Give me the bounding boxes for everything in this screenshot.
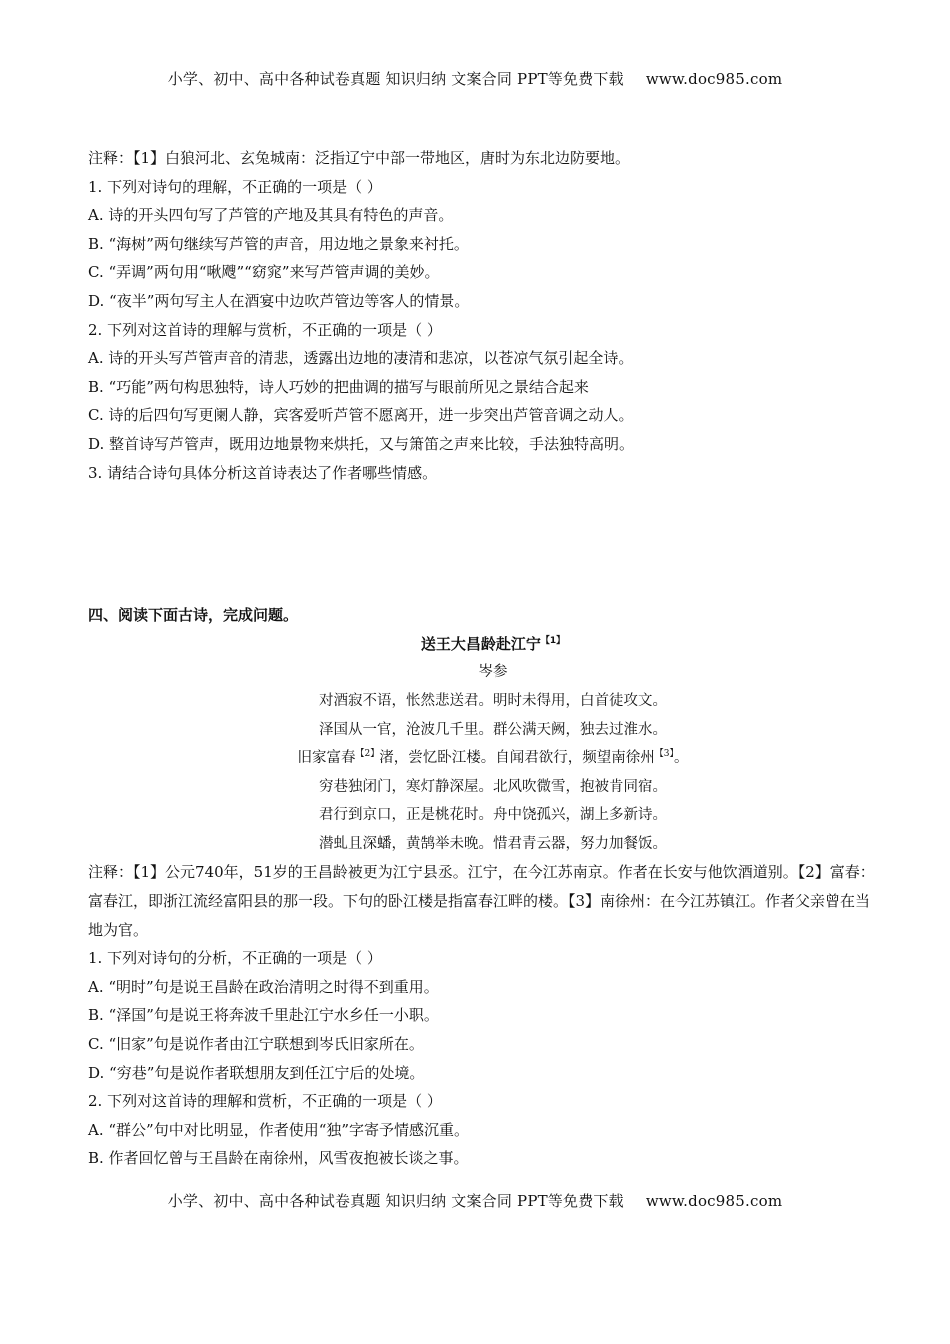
option: D. “穷巷”句是说作者联想朋友到任江宁后的处境。 — [88, 1063, 425, 1082]
header-url[interactable]: www.doc985.com — [645, 70, 783, 88]
poem-title: 送王大昌龄赴江宁$^{【1】}$ — [420, 634, 566, 653]
option: C. “弄调”两句用“啾飕”“窈窕”来写芦管声调的美妙。 — [88, 263, 440, 282]
question-stem: 2. 下列对这首诗的理解与赏析，不正确的一项是（ ） — [88, 320, 442, 339]
poem-line: 旧家富春$^{【2】}$渚，尝忆卧江楼。自闻君欲行，频望南徐州$^{【3】}$。 — [297, 749, 689, 767]
question-stem: 3. 请结合诗句具体分析这首诗表达了作者哪些情感。 — [88, 463, 438, 482]
page-footer — [0, 1190, 950, 1211]
footnote-marker: 【3】 — [654, 749, 674, 760]
answer-space — [88, 487, 878, 601]
question-stem: 1. 下列对诗句的分析，不正确的一项是（ ） — [88, 949, 382, 968]
option: B. “海树”两句继续写芦管的声音，用边地之景象来衬托。 — [88, 234, 469, 253]
option: C. “旧家”句是说作者由江宁联想到岑氏旧家所在。 — [88, 1035, 424, 1054]
question-stem: 2. 下列对这首诗的理解和赏析，不正确的一项是（ ） — [88, 1092, 442, 1111]
option: A. “群公”句中对比明显，作者使用“独”字寄予情感沉重。 — [88, 1120, 470, 1139]
section-title: 四、阅读下面古诗，完成问题。 — [88, 606, 299, 625]
footer-url[interactable]: www.doc985.com — [645, 1192, 783, 1210]
option: A. “明时”句是说王昌龄在政治清明之时得不到重用。 — [88, 977, 439, 996]
option: B. “巧能”两句构思独特，诗人巧妙的把曲调的描写与眼前所见之景结合起来 — [88, 377, 589, 396]
option: B. “泽国”句是说王将奔波千里赴江宁水乡任一小职。 — [88, 1006, 439, 1025]
poem-author: 岑参 — [478, 664, 508, 681]
question-stem: 1. 下列对诗句的理解，不正确的一项是（ ） — [88, 177, 382, 196]
footnote-marker: 【1】 — [540, 635, 566, 646]
poem-line: 泽国从一官，沧波几千里。群公满天阙，独去过淮水。 — [319, 721, 667, 738]
section4-note: 注释：【1】公元740年，51岁的王昌龄被更为江宁县丞。江宁，在今江苏南京。作者在长安与他饮酒道别。【2】富春：富春江，即浙江流经富阳县的那一段。下句的卧江楼是指富春江畔的楼。【3】南徐州：在今江苏镇江。作者父亲曾在当地为官。 — [88, 863, 875, 939]
poem-line: 君行到京口，正是桃花时。舟中饶孤兴，湖上多新诗。 — [319, 807, 667, 824]
option: A. 诗的开头写芦管声音的清悲，透露出边地的凄清和悲凉，以苍凉气氛引起全诗。 — [88, 349, 634, 368]
option: D. 整首诗写芦管声，既用边地景物来烘托，又与箫笛之声来比较，手法独特高明。 — [88, 434, 635, 453]
footnote-marker: 【2】 — [355, 749, 380, 760]
option: A. 诗的开头四句写了芦管的产地及其具有特色的声音。 — [88, 206, 454, 225]
section3-note: 注释：【1】白狼河北、玄兔城南：泛指辽宁中部一带地区，唐时为东北边防要地。 — [88, 149, 631, 167]
page-header — [0, 68, 950, 89]
poem-line: 穷巷独闭门，寒灯静深屋。北风吹微雪，抱被肯同宿。 — [319, 778, 667, 795]
option: D. “夜半”两句写主人在酒宴中边吹芦管边等客人的情景。 — [88, 291, 470, 310]
option: B. 作者回忆曾与王昌龄在南徐州，风雪夜抱被长谈之事。 — [88, 1149, 469, 1168]
poem-line: 潜虬且深蟠，黄鹄举未晚。惜君青云器，努力加餐饭。 — [319, 835, 667, 852]
document-body — [88, 144, 878, 1173]
footer-text: 小学、初中、高中各种试卷真题 知识归纳 文案合同 PPT等免费下载 — [167, 1192, 624, 1210]
poem-line: 对酒寂不语，怅然悲送君。明时未得用，白首徒攻文。 — [319, 692, 667, 709]
option: C. 诗的后四句写更阑人静，宾客爱听芦管不愿离开，进一步突出芦管音调之动人。 — [88, 406, 634, 425]
header-text: 小学、初中、高中各种试卷真题 知识归纳 文案合同 PPT等免费下载 — [167, 70, 624, 88]
